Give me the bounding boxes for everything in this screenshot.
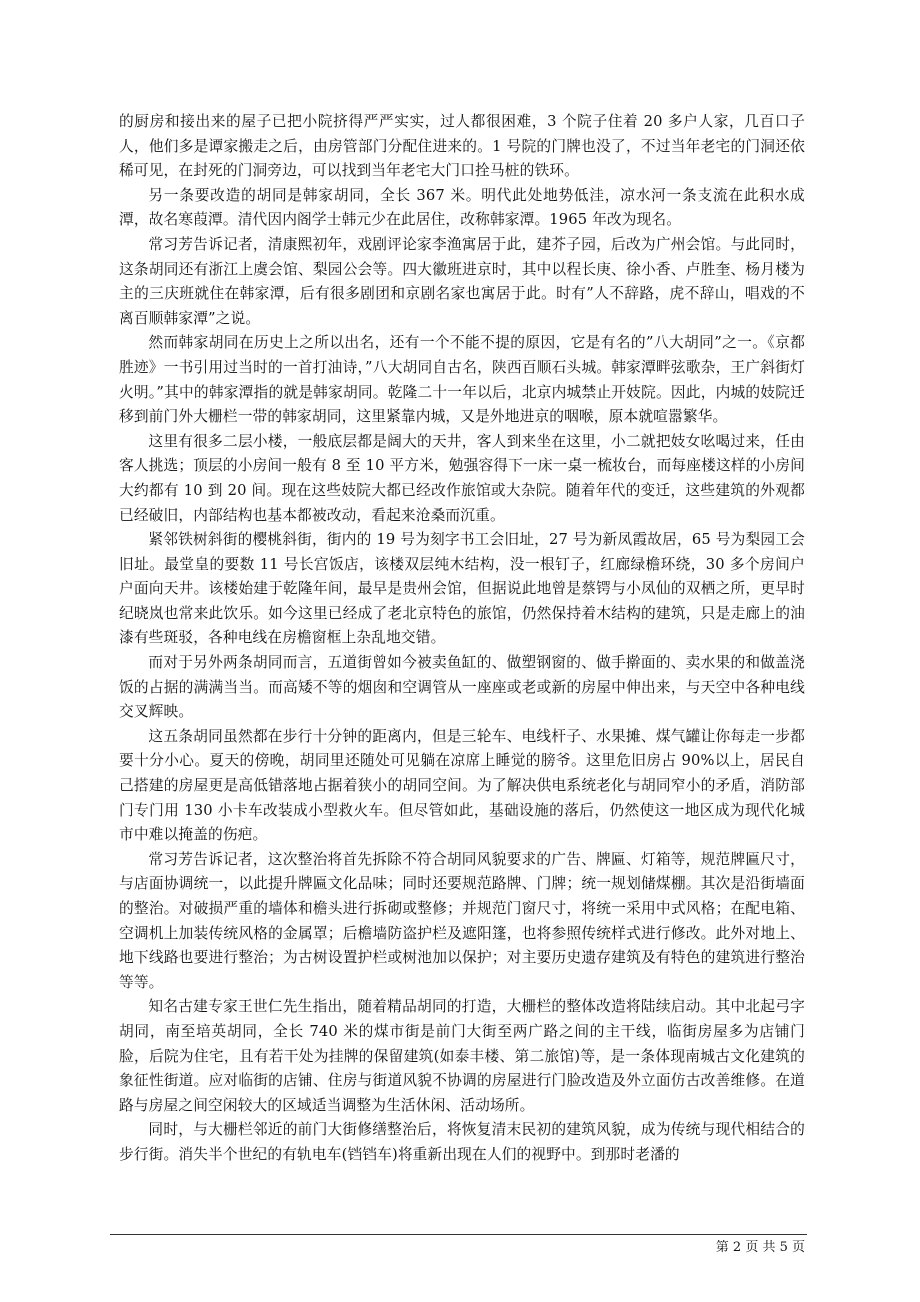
paragraph: 然而韩家胡同在历史上之所以出名，还有一个不能不提的原因，它是有名的”八大胡同”之一。《京都胜迹》一书引用过当时的一首打油诗，”八大胡同自古名，陕西百顺石头城。韩家潭畔弦歌杂，王广斜街灯火明。”其中的韩家潭指的就是韩家胡同。乾隆二十一年以后，北京内城禁止开妓院。因此，内城的妓院迁移到前门外大栅栏一带的韩家胡同，这里紧靠内城，又是外地进京的咽喉，原本就喧嚣繁华。 — [119, 334, 805, 426]
footer-divider — [110, 1234, 807, 1235]
article-body — [119, 110, 805, 1168]
paragraph: 紧邻铁树斜街的樱桃斜街，街内的 19 号为刻字书工会旧址，27 号为新凤霞故居，65 号为梨园工会旧址。最堂皇的要数 11 号长宫饭店，该楼双层纯木结构，没一根钉子，红廊绿檐环绕，30 多个房间户户面向天井。该楼始建于乾隆年间，最早是贵州会馆，但据说此地曾是蔡锷与小凤仙的双栖之所，更早时纪晓岚也常来此饮乐。如今这里已经成了老北京特色的旅馆，仍然保持着木结构的建筑，只是走廊上的油漆有些斑驳，各种电线在房檐窗框上杂乱地交错。 — [119, 531, 805, 647]
paragraph: 这五条胡同虽然都在步行十分钟的距离内，但是三轮车、电线杆子、水果摊、煤气罐让你每走一步都要十分小心。夏天的傍晚，胡同里还随处可见躺在凉席上睡觉的膀爷。这里危旧房占 90%以上，居民自己搭建的房屋更是高低错落地占据着狭小的胡同空间。为了解决供电系统老化与胡同窄小的矛盾，消防部门专门用 130 小卡车改装成小型救火车。但尽管如此，基础设施的落后，仍然使这一地区成为现代化城市中难以掩盖的伤疤。 — [119, 727, 805, 844]
paragraph: 的厨房和接出来的屋子已把小院挤得严严实实，过人都很困难，3 个院子住着 20 多户人家，几百口子人，他们多是谭家搬走之后，由房管部门分配住进来的。1 号院的门牌也没了，不过当年老宅的门洞还依稀可见，在封死的门洞旁边，可以找到当年老宅大门口拴马桩的铁环。 — [119, 113, 805, 180]
paragraph: 这里有很多二层小楼，一般底层都是阔大的天井，客人到来坐在这里，小二就把妓女吆喝过来，任由客人挑选；顶层的小房间一般有 8 至 10 平方米，勉强容得下一床一桌一梳妆台，而每座楼这样的小房间大约都有 10 到 20 间。现在这些妓院大都已经改作旅馆或大杂院。随着年代的变迁，这些建筑的外观都已经破旧，内部结构也基本都被改动，看起来沧桑而沉重。 — [119, 432, 805, 524]
paragraph: 而对于另外两条胡同而言，五道街曾如今被卖鱼缸的、做塑钢窗的、做手擀面的、卖水果的和做盖浇饭的占据的满满当当。而高矮不等的烟囱和空调管从一座座或老或新的房屋中伸出来，与天空中各种电线交叉辉映。 — [119, 654, 805, 721]
paragraph: 常习芳告诉记者，清康熙初年，戏剧评论家李渔寓居于此，建芥子园，后改为广州会馆。与此同时，这条胡同还有浙江上虞会馆、梨园公会等。四大徽班进京时，其中以程长庚、徐小香、卢胜奎、杨月楼为主的三庆班就住在韩家潭，后有很多剧团和京剧名家也寓居于此。时有”人不辞路，虎不辞山，唱戏的不离百顺韩家潭”之说。 — [119, 235, 805, 327]
page-number: 第 2 页 共 5 页 — [715, 1240, 805, 1255]
paragraph: 知名古建专家王世仁先生指出，随着精品胡同的打造，大栅栏的整体改造将陆续启动。其中北起弓字胡同，南至培英胡同，全长 740 米的煤市街是前门大街至两广路之间的主干线，临街房屋多为店铺门脸，后院为住宅，且有若干处为挂牌的保留建筑(如泰丰楼、第二旅馆)等，是一条体现南城古文化建筑的象征性街道。应对临街的店铺、住房与街道风貌不协调的房屋进行门脸改造及外立面仿古改善维修。在道路与房屋之间空闲较大的区域适当调整为生活休闲、活动场所。 — [119, 998, 805, 1114]
paragraph: 另一条要改造的胡同是韩家胡同，全长 367 米。明代此处地势低洼，凉水河一条支流在此积水成潭，故名寒葭潭。清代因内阁学士韩元少在此居住，改称韩家潭。1965 年改为现名。 — [119, 186, 805, 229]
paragraph: 常习芳告诉记者，这次整治将首先拆除不符合胡同风貌要求的广告、牌匾、灯箱等，规范牌匾尺寸，与店面协调统一，以此提升牌匾文化品味；同时还要规范路牌、门牌；统一规划储煤棚。其次是沿街墙面的整治。对破损严重的墙体和檐头进行拆砌或整修；并规范门窗尺寸，将统一采用中式风格；在配电箱、空调机上加装传统风格的金属罩；后檐墙防盗护栏及遮阳篷，也将参照传统样式进行修改。此外对地上、地下线路也要进行整治；为古树设置护栏或树池加以保护；对主要历史遗存建筑及有特色的建筑进行整治等等。 — [119, 850, 805, 991]
paragraph: 同时，与大栅栏邻近的前门大街修缮整治后，将恢复清末民初的建筑风貌，成为传统与现代相结合的步行街。消失半个世纪的有轨电车(铛铛车)将重新出现在人们的视野中。到那时老潘的 — [119, 1121, 805, 1163]
